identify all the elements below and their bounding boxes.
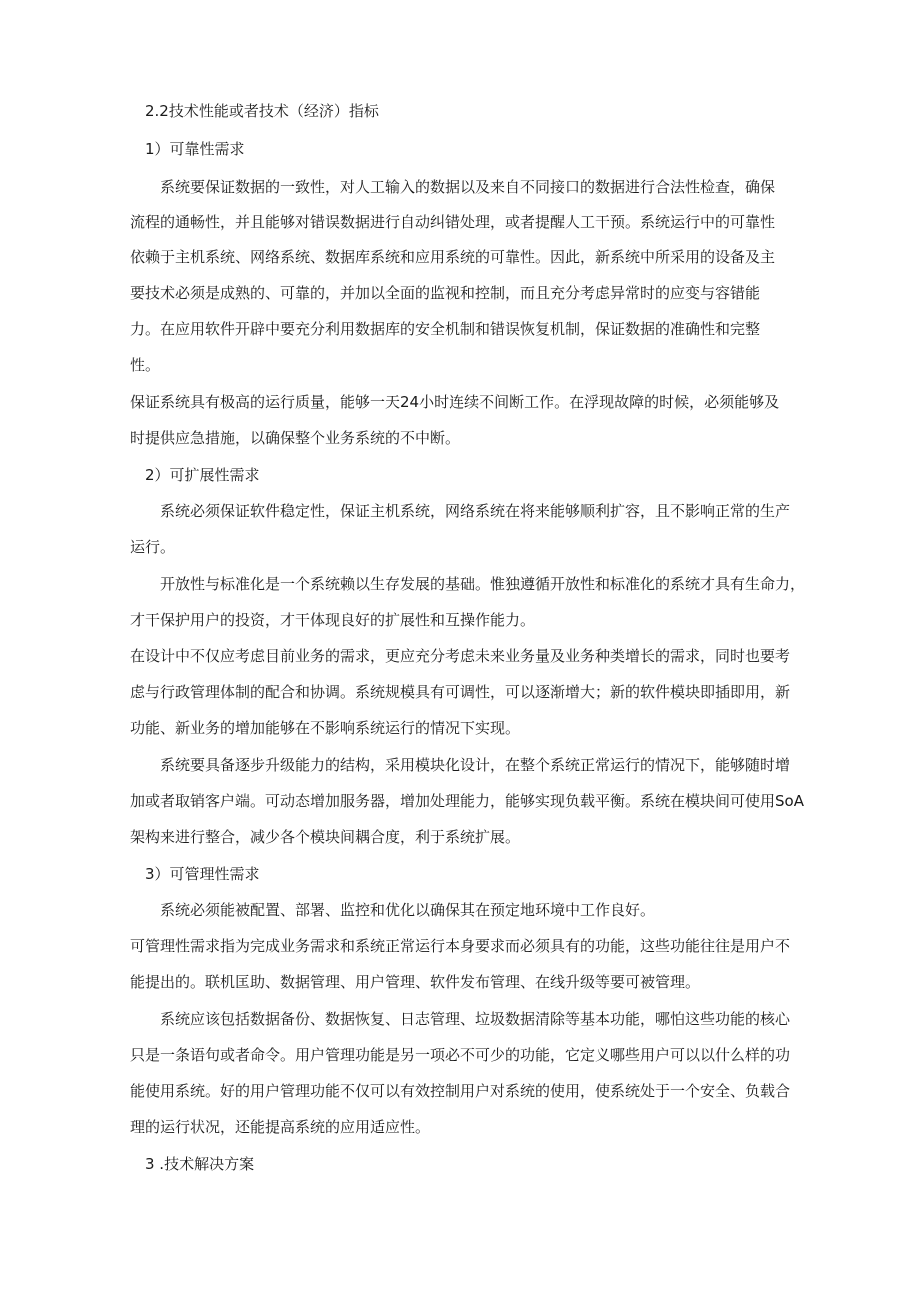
- paragraph-line: 可管理性需求指为完成业务需求和系统正常运行本身要求而必须具有的功能，这些功能往往是用户不: [130, 937, 791, 955]
- paragraph-line: 系统要具备逐步升级能力的结构，采用模块化设计，在整个系统正常运行的情况下，能够随时增: [160, 756, 791, 774]
- paragraph-line: 流程的通畅性，并且能够对错误数据进行自动纠错处理，或者提醒人工干预。系统运行中的可靠性: [130, 213, 776, 231]
- subsection-title-scalability: 2）可扩展性需求: [145, 466, 260, 484]
- paragraph-line: 能使用系统。好的用户管理功能不仅可以有效控制用户对系统的使用，使系统处于一个安全、负载合: [130, 1082, 791, 1100]
- paragraph-line: 功能、新业务的增加能够在不影响系统运行的情况下实现。: [130, 719, 521, 737]
- paragraph-line: 保证系统具有极高的运行质量，能够一天24小时连续不间断工作。在浮现故障的时候，必须能够及: [130, 393, 780, 411]
- section-heading-2-2: 2.2技术性能或者技术（经济）指标: [145, 102, 379, 120]
- paragraph-line: 加或者取销客户端。可动态增加服务器，增加处理能力，能够实现负载平衡。系统在模块间可使用SoA: [130, 792, 804, 810]
- paragraph-line: 力。在应用软件开辟中要充分利用数据库的安全机制和错误恢复机制，保证数据的准确性和完整: [130, 320, 761, 338]
- paragraph-line: 理的运行状况，还能提高系统的应用适应性。: [130, 1118, 431, 1136]
- paragraph-line: 运行。: [130, 538, 176, 556]
- paragraph-line: 系统要保证数据的一致性，对人工输入的数据以及来自不同接口的数据进行合法性检查，确保: [160, 178, 776, 196]
- paragraph-line: 依赖于主机系统、网络系统、数据库系统和应用系统的可靠性。因此，新系统中所采用的设备及主: [130, 248, 776, 266]
- paragraph-line: 虑与行政管理体制的配合和协调。系统规模具有可调性，可以逐渐增大；新的软件模块即插即用，新: [130, 683, 791, 701]
- paragraph-line: 系统必须保证软件稳定性，保证主机系统，网络系统在将来能够顺利扩容，且不影响正常的生产: [160, 502, 791, 520]
- paragraph-line: 要技术必须是成熟的、可靠的，并加以全面的监视和控制，而且充分考虑异常时的应变与容错能: [130, 284, 761, 302]
- section-heading-3: 3 .技术解决方案: [145, 1155, 255, 1173]
- paragraph-line: 开放性与标准化是一个系统赖以生存发展的基础。惟独遵循开放性和标准化的系统才具有生命力，: [160, 575, 806, 593]
- paragraph-line: 系统必须能被配置、部署、监控和优化以确保其在预定地环境中工作良好。: [160, 901, 656, 919]
- paragraph-line: 系统应该包括数据备份、数据恢复、日志管理、垃圾数据清除等基本功能，哪怕这些功能的核心: [160, 1010, 791, 1028]
- paragraph-line: 时提供应急措施，以确保整个业务系统的不中断。: [130, 429, 461, 447]
- paragraph-line: 性。: [130, 356, 161, 374]
- paragraph-line: 在设计中不仅应考虑目前业务的需求，更应充分考虑未来业务量及业务种类增长的需求，同时也要考: [130, 647, 791, 665]
- paragraph-line: 才干保护用户的投资，才干体现良好的扩展性和互操作能力。: [130, 611, 536, 629]
- paragraph-line: 能提出的。联机匡助、数据管理、用户管理、软件发布管理、在线升级等要可被管理。: [130, 973, 701, 991]
- paragraph-line: 架构来进行整合，减少各个模块间耦合度，利于系统扩展。: [130, 828, 521, 846]
- paragraph-line: 只是一条语句或者命令。用户管理功能是另一项必不可少的功能，它定义哪些用户可以以什么样的功: [130, 1046, 791, 1064]
- subsection-title-reliability: 1）可靠性需求: [145, 140, 245, 158]
- subsection-title-manageability: 3）可管理性需求: [145, 865, 260, 883]
